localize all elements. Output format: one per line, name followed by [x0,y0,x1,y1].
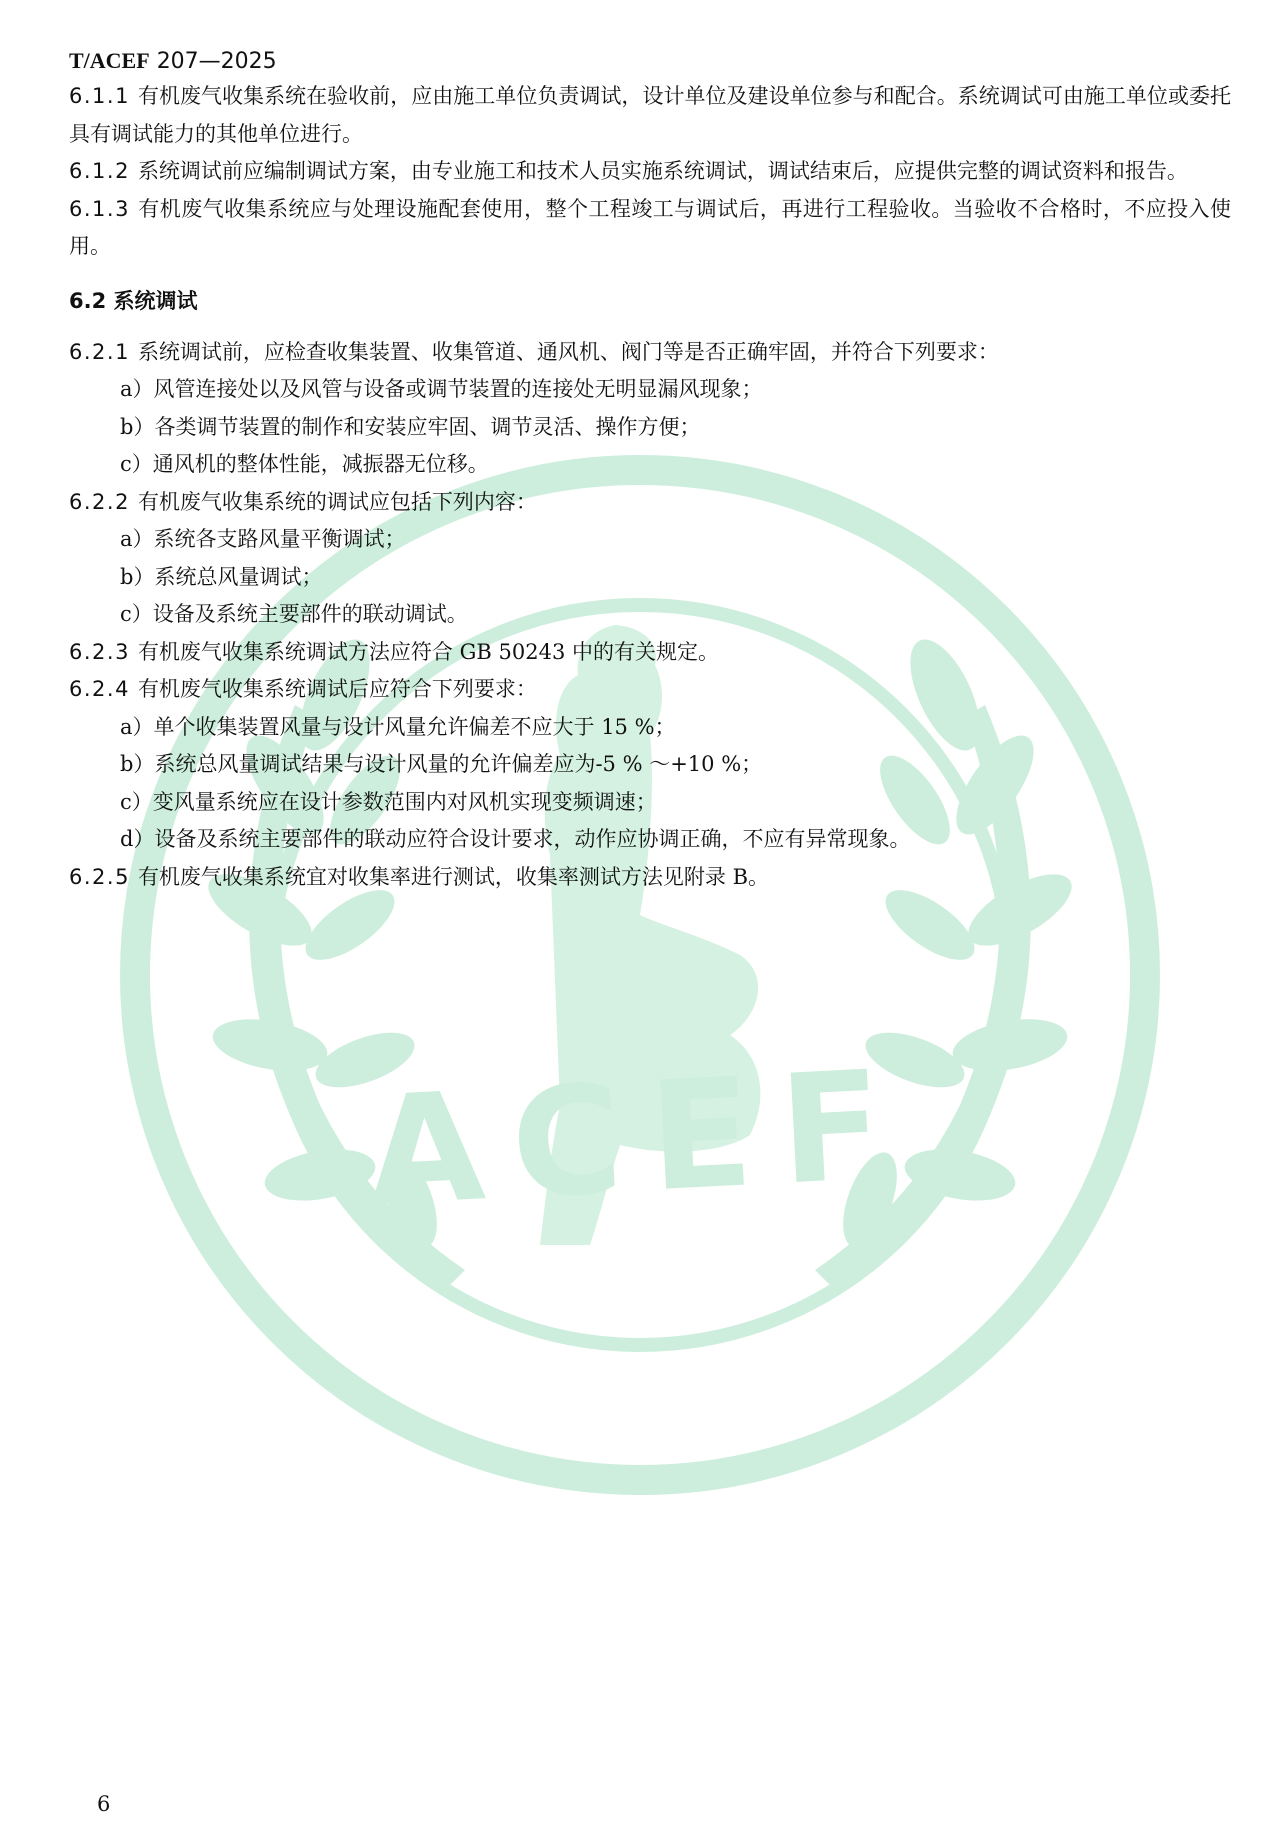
clause-6-2-5 [69,859,1231,897]
clause-text: 系统调试前，应检查收集装置、收集管道、通风机、阀门等是否正确牢固，并符合下列要求： [137,339,999,364]
list-item: d）设备及系统主要部件的联动应符合设计要求，动作应协调正确，不应有异常现象。 [120,827,911,851]
clause-6-2-1 [69,334,1231,372]
clause-text: 有机废气收集系统在验收前，应由施工单位负责调试，设计单位及建设单位参与和配合。系统调试可由施工单位或委托具有调试能力的其他单位进行。 [69,84,1231,146]
document-code-number: 207—2025 [156,49,277,74]
clause-number: 6.2.2 [69,489,130,514]
list-item: b）系统总风量调试结果与设计风量的允许偏差应为-5 % ～+10 %； [120,752,763,776]
list-item: a）单个收集装置风量与设计风量允许偏差不应大于 15 %； [120,714,676,739]
clause-text: 有机废气收集系统的调试应包括下列内容： [137,489,537,514]
section-heading-title: 系统调试 [113,288,198,313]
clause-number: 6.2.3 [69,639,130,664]
list-item: b）各类调节装置的制作和安装应牢固、调节灵活、操作方便； [120,414,701,439]
clause-number: 6.1.1 [69,84,130,108]
document-code-prefix: T/ACEF [69,48,150,73]
clause-6-2-4 [69,671,1231,709]
page-number: 6 [97,1792,111,1816]
clause-text: 有机废气收集系统宜对收集率进行测试，收集率测试方法见附录 B。 [137,864,770,889]
clause-6-2-3 [69,634,1231,672]
clause-text: 系统调试前应编制调试方案，由专业施工和技术人员实施系统调试，调试结束后，应提供完整的调试资料和报告。 [137,159,1188,183]
clause-number: 6.2.5 [69,864,130,889]
clause-number: 6.2.4 [69,677,130,701]
svg-text:ACEF: ACEF [363,1037,915,1241]
list-item: c）设备及系统主要部件的联动调试。 [120,602,468,626]
document-code [69,46,277,77]
clause-6-2-2 [69,484,1231,522]
clause-6-1-3 [69,191,1231,266]
clause-text: 有机废气收集系统应与处理设施配套使用，整个工程竣工与调试后，再进行工程验收。当验收不合格时，不应投入使用。 [69,196,1231,258]
clause-text: 有机废气收集系统调试方法应符合 GB 50243 中的有关规定。 [137,639,719,664]
clause-6-1-2 [69,153,1231,191]
section-heading-number: 6.2 [69,288,107,313]
list-item: c）通风机的整体性能，减振器无位移。 [120,452,489,476]
list-item: b）系统总风量调试； [120,564,323,589]
clause-6-1-1 [69,78,1231,153]
clause-number: 6.2.1 [69,339,130,364]
clause-number: 6.1.3 [69,196,130,221]
list-item: c）变风量系统应在设计参数范围内对风机实现变频调速； [120,789,657,814]
section-heading-6-2 [69,276,1231,326]
list-item: a）系统各支路风量平衡调试； [120,527,406,551]
document-body [69,78,1231,896]
list-item: a）风管连接处以及风管与设备或调节装置的连接处无明显漏风现象； [120,377,763,401]
clause-number: 6.1.2 [69,159,130,183]
clause-text: 有机废气收集系统调试后应符合下列要求： [137,677,537,701]
